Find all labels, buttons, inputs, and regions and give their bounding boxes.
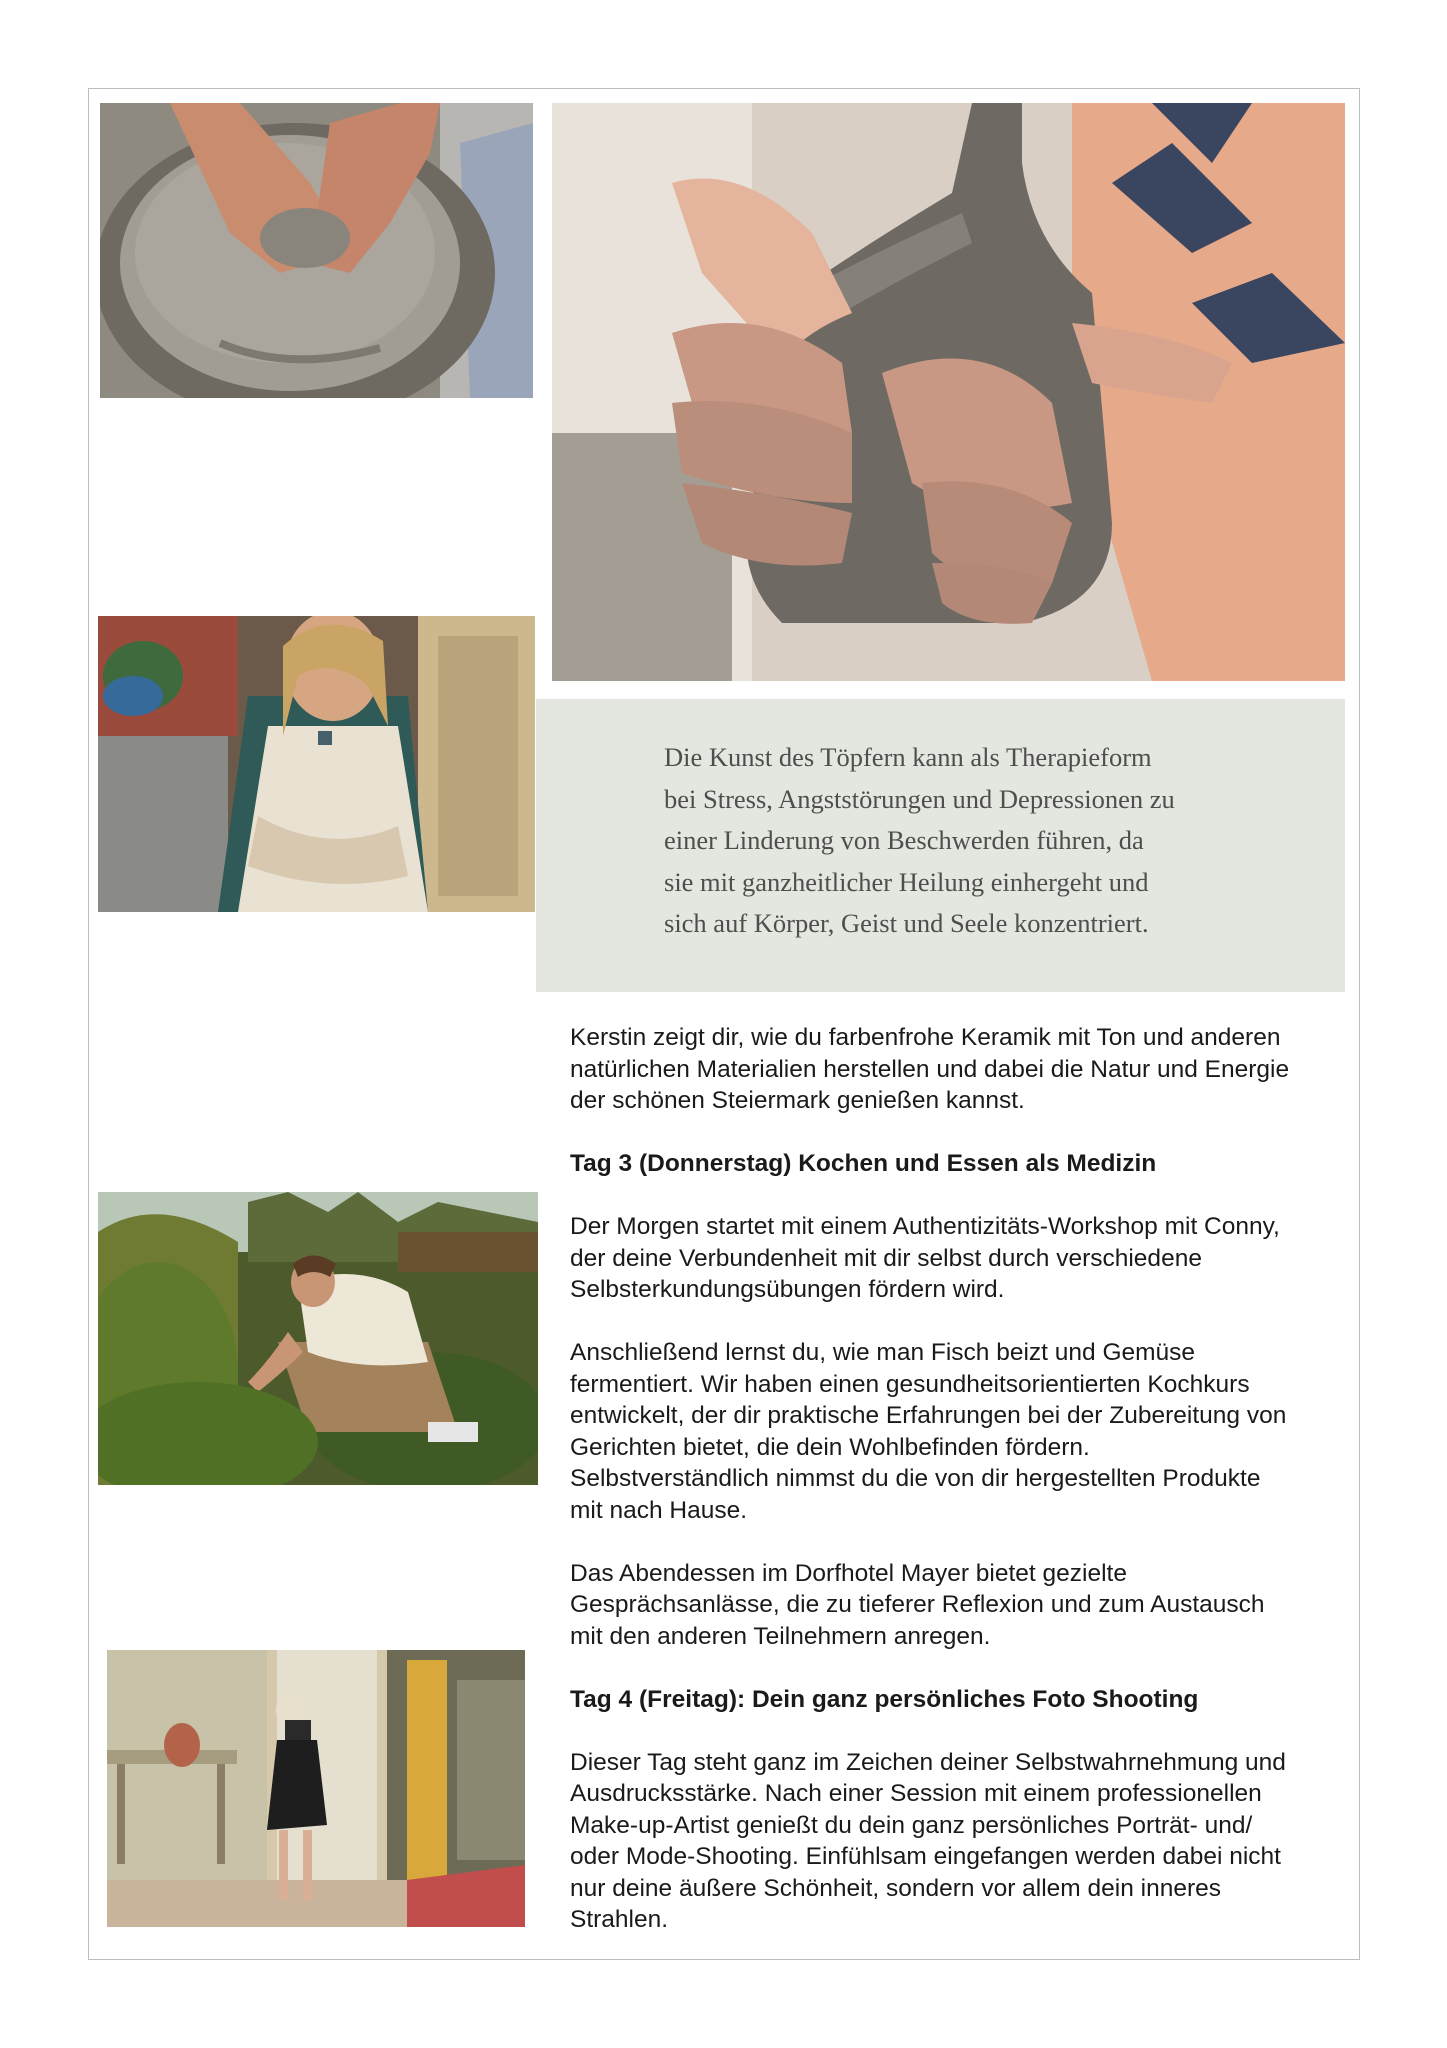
pottery-wheel-photo	[100, 103, 533, 398]
text-line: nur deine äußere Schönheit, sondern vor allem dein inneres	[570, 1874, 1222, 1902]
day3-paragraph-2	[570, 1337, 1360, 1526]
text-line: Der Morgen startet mit einem Authentizitäts-Workshop mit Conny,	[570, 1213, 1280, 1240]
text-line: mit nach Hause.	[570, 1496, 748, 1524]
intro-paragraph	[570, 1022, 1360, 1117]
text-line: Selbsterkundungsübungen fördern wird.	[570, 1276, 1005, 1303]
quote-line: sie mit ganzheitlicher Heilung einhergeht und	[664, 866, 1149, 897]
text-line: entwickelt, der dir praktische Erfahrungen bei der Zubereitung von	[570, 1402, 1287, 1429]
text-line: fermentiert. Wir haben einen gesundheitsorientierten Kochkurs	[570, 1370, 1250, 1398]
text-line: Strahlen.	[570, 1906, 669, 1933]
program-description	[570, 1022, 1360, 1967]
garden-harvest-photo	[98, 1192, 538, 1485]
quote-line: bei Stress, Angststörungen und Depressionen zu	[664, 783, 1175, 814]
text-line: mit den anderen Teilnehmern anregen.	[570, 1622, 991, 1650]
text-line: natürlichen Materialien herstellen und dabei die Natur und Energie	[570, 1055, 1290, 1083]
text-line: Anschließend lernst du, wie man Fisch beizt und Gemüse	[570, 1339, 1196, 1366]
quote-line: sich auf Körper, Geist und Seele konzentriert.	[664, 908, 1149, 938]
day4-paragraph-1	[570, 1747, 1360, 1936]
quote-line: Die Kunst des Töpfern kann als Therapieform	[664, 742, 1152, 772]
day3-heading: Tag 3 (Donnerstag) Kochen und Essen als Medizin	[570, 1150, 1157, 1177]
text-line: Gesprächsanlässe, die zu tieferer Reflexion und zum Austausch	[570, 1591, 1265, 1618]
quote-box	[536, 699, 1345, 992]
text-line: Make-up-Artist genießt du dein ganz persönliches Porträt- und/	[570, 1811, 1253, 1839]
day4-heading: Tag 4 (Freitag): Dein ganz persönliches Foto Shooting	[570, 1685, 1199, 1713]
pottery-therapy-quote	[664, 737, 1264, 945]
text-line: der schönen Steiermark genießen kannst.	[570, 1087, 1025, 1114]
quote-line: einer Linderung von Beschwerden führen, da	[664, 825, 1144, 855]
text-line: der deine Verbundenheit mit dir selbst durch verschiedene	[570, 1244, 1202, 1272]
text-line: Das Abendessen im Dorfhotel Mayer bietet gezielte	[570, 1559, 1127, 1587]
text-line: Gerichten bietet, die dein Wohlbefinden fördern.	[570, 1433, 1090, 1461]
day3-paragraph-1	[570, 1211, 1360, 1306]
potter-woman-photo	[98, 616, 535, 912]
text-line: Dieser Tag steht ganz im Zeichen deiner Selbstwahrnehmung und	[570, 1748, 1286, 1776]
text-line: Selbstverständlich nimmst du die von dir hergestellten Produkte	[570, 1465, 1261, 1492]
text-line: Ausdrucksstärke. Nach einer Session mit einem professionellen	[570, 1780, 1262, 1807]
clay-vase-photo	[552, 103, 1345, 681]
text-line: Kerstin zeigt dir, wie du farbenfrohe Keramik mit Ton und anderen	[570, 1024, 1281, 1051]
photographer-room-photo	[107, 1650, 525, 1927]
text-line: oder Mode-Shooting. Einfühlsam eingefangen werden dabei nicht	[570, 1843, 1281, 1870]
day3-paragraph-3	[570, 1558, 1360, 1653]
